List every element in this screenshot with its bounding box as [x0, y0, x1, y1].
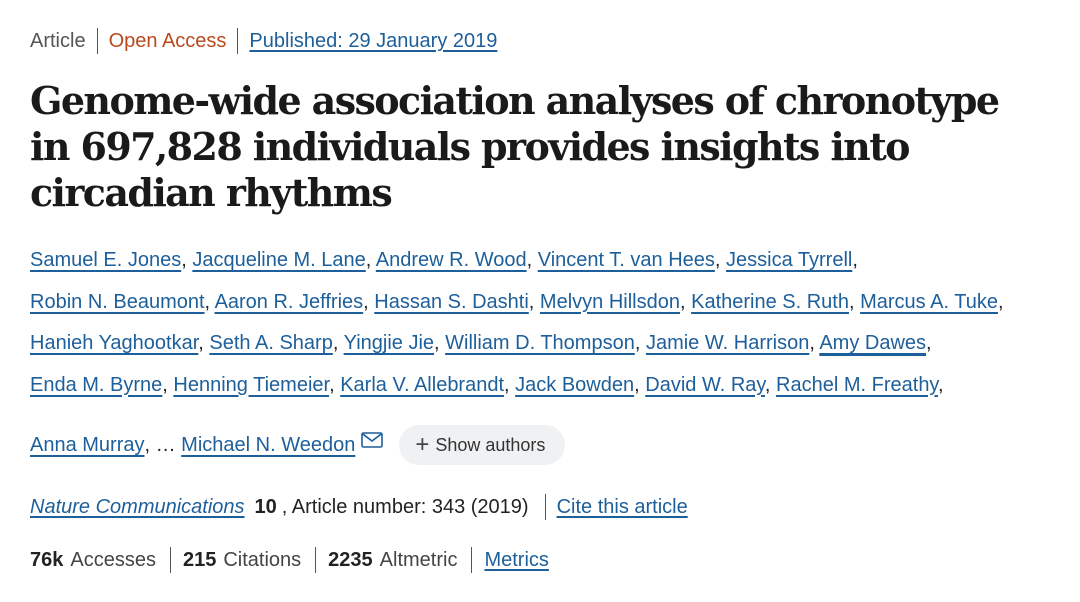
accesses-count: 76k	[30, 549, 64, 571]
author-ellipsis: , …	[144, 434, 182, 456]
metrics-row	[30, 545, 549, 575]
plus-icon: +	[415, 431, 430, 458]
author-link[interactable]: Seth A. Sharp	[209, 332, 333, 354]
author-link-penultimate[interactable]: Anna Murray	[30, 434, 145, 456]
author-link[interactable]: Amy Dawes	[819, 332, 927, 354]
author-separator: ,	[181, 249, 193, 271]
author-separator: ,	[634, 373, 646, 396]
article-number: , Article number: 343 (2019)	[281, 496, 529, 518]
open-access-label: Open Access	[108, 30, 227, 52]
author-link[interactable]: Andrew R. Wood	[375, 249, 527, 271]
altmetric-label: Altmetric	[379, 549, 458, 571]
author-separator: ,	[528, 290, 540, 313]
author-link[interactable]: Robin N. Beaumont	[30, 290, 205, 313]
mail-icon[interactable]	[361, 427, 383, 457]
citations-count: 215	[182, 549, 217, 571]
article-type: Article	[30, 30, 86, 52]
author-link-corresponding[interactable]: Michael N. Weedon	[181, 434, 356, 456]
author-separator: ,	[162, 373, 174, 396]
author-separator: ,	[198, 332, 210, 354]
accesses-label: Accesses	[70, 549, 156, 571]
author-separator: ,	[764, 373, 777, 396]
author-list-tail	[30, 425, 565, 465]
divider	[471, 547, 472, 573]
author-separator: ,	[332, 332, 344, 354]
author-link[interactable]: Henning Tiemeier	[173, 373, 330, 396]
author-link[interactable]: Aaron R. Jeffries	[214, 290, 364, 313]
author-separator: ,	[937, 373, 944, 396]
author-list	[30, 240, 1030, 406]
author-separator: ,	[526, 249, 538, 271]
author-separator: ,	[204, 290, 215, 313]
author-separator: ,	[634, 332, 646, 354]
author-separator: ,	[809, 332, 820, 354]
author-separator: ,	[504, 373, 516, 396]
author-link[interactable]: Hanieh Yaghootkar	[30, 332, 199, 354]
author-link[interactable]: Enda M. Byrne	[30, 373, 163, 396]
author-link[interactable]: Jacqueline M. Lane	[192, 249, 366, 271]
author-separator: ,	[679, 290, 692, 313]
article-title: Genome-wide association analyses of chronotype in 697,828 individuals provides insights into circadian rhythms	[30, 78, 999, 215]
author-link[interactable]: Yingjie Jie	[343, 332, 435, 354]
author-separator: ,	[997, 290, 1004, 313]
author-link[interactable]: Melvyn Hillsdon	[539, 290, 680, 313]
divider	[237, 28, 238, 54]
author-separator: ,	[329, 373, 341, 396]
divider	[545, 494, 546, 520]
author-separator: ,	[852, 249, 858, 271]
citation-row	[30, 492, 688, 522]
author-link[interactable]: Hassan S. Dashti	[374, 290, 529, 313]
author-link[interactable]: David W. Ray	[645, 373, 765, 396]
author-link[interactable]: Rachel M. Freathy	[776, 373, 938, 396]
author-separator: ,	[363, 290, 375, 313]
author-link[interactable]: William D. Thompson	[445, 332, 635, 354]
author-separator: ,	[434, 332, 446, 354]
published-date-link[interactable]: Published: 29 January 2019	[249, 30, 498, 52]
author-separator: ,	[926, 332, 932, 354]
author-link[interactable]: Jamie W. Harrison	[645, 332, 810, 354]
author-link[interactable]: Samuel E. Jones	[30, 249, 182, 271]
cite-article-link[interactable]: Cite this article	[556, 496, 688, 518]
volume-number: 10	[254, 496, 277, 518]
author-link[interactable]: Katherine S. Ruth	[691, 290, 849, 313]
divider	[315, 547, 316, 573]
author-link[interactable]: Marcus A. Tuke	[860, 290, 998, 313]
divider	[170, 547, 171, 573]
author-separator: ,	[848, 290, 861, 313]
altmetric-score: 2235	[328, 549, 373, 571]
journal-link[interactable]: Nature Communications	[30, 496, 245, 518]
author-link[interactable]: Vincent T. van Hees	[537, 249, 715, 271]
author-separator: ,	[365, 249, 376, 271]
metrics-link[interactable]: Metrics	[484, 549, 549, 571]
author-link[interactable]: Jessica Tyrrell	[726, 249, 853, 271]
show-authors-button[interactable]	[399, 425, 565, 465]
author-separator: ,	[714, 249, 727, 271]
author-link[interactable]: Jack Bowden	[515, 373, 635, 396]
citations-label: Citations	[223, 549, 302, 571]
article-meta-row	[30, 26, 497, 56]
divider	[97, 28, 98, 54]
show-authors-label: Show authors	[435, 434, 546, 455]
author-link[interactable]: Karla V. Allebrandt	[340, 373, 505, 396]
